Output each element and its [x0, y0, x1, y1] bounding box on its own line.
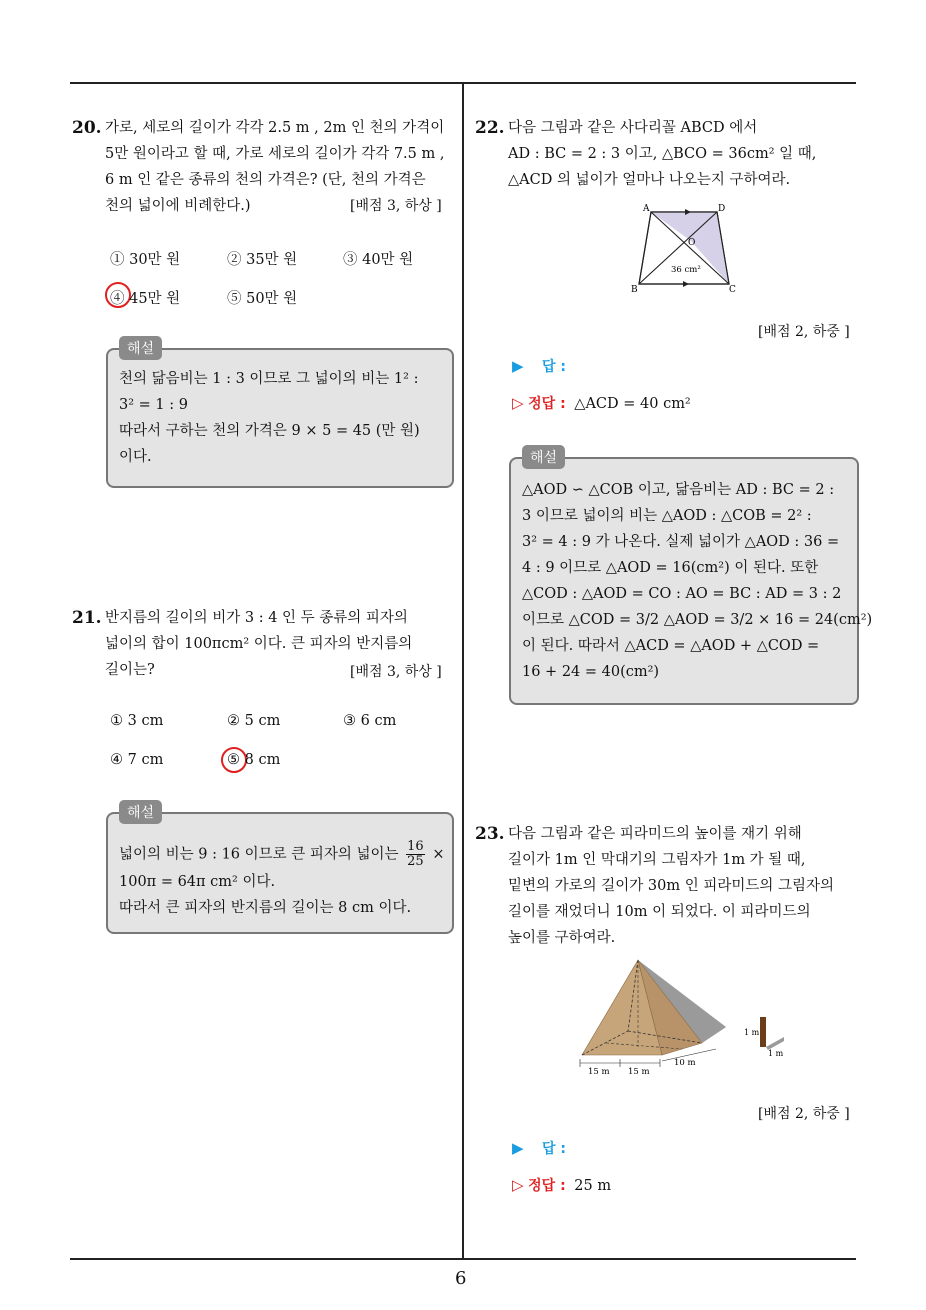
solution-tab: 해설: [119, 336, 162, 360]
question-number: 23.: [475, 824, 505, 844]
solution-line: 3 이므로 넓이의 비는 △AOD : △COB = 2² :: [522, 508, 812, 524]
option-4[interactable]: ④ 45만 원: [110, 291, 181, 307]
vertex-label-d: D: [718, 204, 726, 214]
solution-text: [119, 366, 420, 470]
vertex-label-b: B: [631, 285, 638, 295]
solution-text: [119, 840, 444, 921]
fraction-denominator: 25: [407, 854, 424, 869]
question-line: 6 m 인 같은 종류의 천의 가격은? (단, 천의 가격은: [105, 172, 426, 188]
question-line: 5만 원이라고 할 때, 가로 세로의 길이가 각각 7.5 m ,: [105, 146, 445, 162]
vertex-label-c: C: [729, 285, 736, 295]
area-label: 36 cm²: [671, 265, 701, 275]
option-2[interactable]: ② 5 cm: [227, 713, 281, 729]
vertex-label-a: A: [643, 204, 650, 214]
option-1[interactable]: ① 3 cm: [110, 713, 164, 729]
question-text: [508, 115, 816, 193]
solution-line: [119, 840, 444, 869]
correct-label: 정답 :: [528, 1178, 566, 1194]
score-meta: [배점 2, 하중 ]: [758, 324, 850, 340]
question-line: △ACD 의 넓이가 얼마나 나오는지 구하여라.: [508, 172, 791, 188]
question-number: 20.: [72, 118, 102, 138]
length-label: 10 m: [674, 1058, 696, 1068]
answer-label: 답 :: [541, 359, 566, 375]
column-divider: [462, 83, 464, 1260]
solution-tab: 해설: [119, 800, 162, 824]
solution-line-text: 넓이의 비는 9 : 16 이므로 큰 피자의 넓이는: [119, 846, 399, 863]
question-number: 21.: [72, 608, 102, 628]
option-4[interactable]: ④ 7 cm: [110, 752, 164, 768]
solution-line: 4 : 9 이므로 △AOD = 16(cm²) 이 된다. 또한: [522, 560, 819, 576]
question-line: 길이가 1m 인 막대기의 그림자가 1m 가 될 때,: [508, 852, 806, 868]
question-line: 길이를 재었더니 10m 이 되었다. 이 피라미드의: [508, 904, 811, 920]
option-5[interactable]: ⑤ 8 cm: [227, 752, 281, 768]
score-meta: [배점 3, 하상 ]: [350, 664, 442, 680]
vertex-label-o: O: [688, 238, 696, 248]
option-5[interactable]: ⑤ 50만 원: [227, 291, 298, 307]
length-label: 15 m: [628, 1067, 650, 1077]
correct-label: 정답 :: [528, 396, 566, 412]
solution-line: 이므로 △COD = 3/2 △AOD = 3/2 × 16 = 24(cm²): [522, 612, 873, 628]
solution-text: [522, 477, 872, 685]
question-line: 반지름의 길이의 비가 3 : 4 인 두 종류의 피자의: [105, 610, 408, 626]
correct-value: 25 m: [574, 1178, 612, 1194]
stick-height-label: 1 m: [744, 1028, 760, 1037]
option-2[interactable]: ② 35만 원: [227, 252, 298, 268]
answer-line: [512, 1138, 566, 1158]
outline-play-icon: ▷: [512, 394, 524, 412]
stick-shadow-label: 1 m: [768, 1049, 784, 1058]
length-label: 15 m: [588, 1067, 610, 1077]
solution-line: 16 + 24 = 40(cm²): [522, 664, 660, 680]
solution-line: △COD : △AOD = CO : AO = BC : AD = 3 : 2: [522, 586, 842, 602]
question-line: 넓이의 합이 100πcm² 이다. 큰 피자의 반지름의: [105, 636, 413, 652]
fraction-numerator: 16: [407, 839, 424, 854]
solution-line: 100π = 64π cm² 이다.: [119, 874, 276, 890]
question-line: 길이는?: [105, 662, 155, 678]
question-line: 높이를 구하여라.: [508, 930, 616, 946]
question-line: 다음 그림과 같은 피라미드의 높이를 재기 위해: [508, 826, 802, 842]
option-3[interactable]: ③ 40만 원: [343, 252, 414, 268]
outline-play-icon: ▷: [512, 1176, 524, 1194]
question-line: 가로, 세로의 길이가 각각 2.5 m , 2m 인 천의 가격이: [105, 120, 445, 136]
solution-line: 이 된다. 따라서 △ACD = △AOD + △COD =: [522, 638, 820, 654]
solution-line: 3² = 1 : 9: [119, 397, 188, 413]
solution-line: 천의 닮음비는 1 : 3 이므로 그 넓이의 비는 1² :: [119, 371, 419, 387]
question-line: 천의 넓이에 비례한다.): [105, 198, 251, 214]
play-icon: ▶: [512, 357, 524, 375]
solution-line: 따라서 구하는 천의 가격은 9 × 5 = 45 (만 원): [119, 423, 420, 439]
bottom-rule: [70, 1258, 856, 1260]
trapezoid-figure: [625, 200, 745, 295]
play-icon: ▶: [512, 1139, 524, 1157]
pyramid-figure: [570, 955, 800, 1080]
question-line: 다음 그림과 같은 사다리꼴 ABCD 에서: [508, 120, 758, 136]
score-meta: [배점 3, 하상 ]: [350, 198, 442, 214]
solution-line: 3² = 4 : 9 가 나온다. 실제 넓이가 △AOD : 36 =: [522, 534, 840, 550]
page-number: 6: [455, 1268, 467, 1289]
answer-label: 답 :: [541, 1141, 566, 1157]
question-line: 밑변의 가로의 길이가 30m 인 피라미드의 그림자의: [508, 878, 834, 894]
question-number: 22.: [475, 118, 505, 138]
question-line: AD : BC = 2 : 3 이고, △BCO = 36cm² 일 때,: [508, 146, 817, 162]
solution-line: 이다.: [119, 449, 152, 465]
answer-line: [512, 356, 566, 376]
option-3[interactable]: ③ 6 cm: [343, 713, 397, 729]
option-1[interactable]: ① 30만 원: [110, 252, 181, 268]
correct-answer-line: [512, 1175, 611, 1195]
score-meta: [배점 2, 하중 ]: [758, 1106, 850, 1122]
solution-line: △AOD ∽ △COB 이고, 닮음비는 AD : BC = 2 :: [522, 482, 835, 498]
solution-tab: 해설: [522, 445, 565, 469]
solution-line: 따라서 큰 피자의 반지름의 길이는 8 cm 이다.: [119, 900, 412, 916]
correct-answer-line: [512, 393, 691, 413]
fraction: [406, 840, 425, 869]
question-text: [508, 821, 834, 951]
times-sign: ×: [432, 846, 445, 863]
correct-value: △ACD = 40 cm²: [574, 396, 691, 412]
